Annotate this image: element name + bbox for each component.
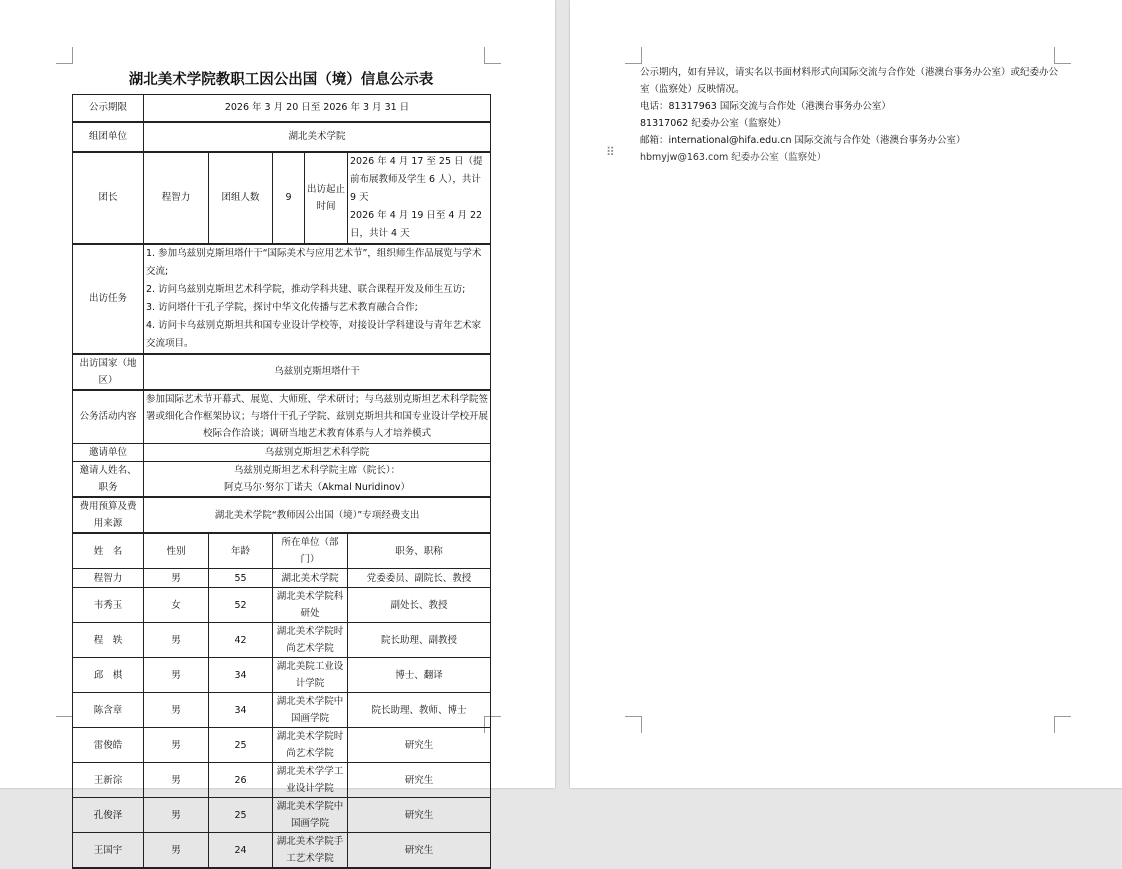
member-name[interactable]: 邱 棋 [73, 658, 144, 693]
member-unit[interactable]: 湖北美术学院中国画学院 [273, 693, 348, 728]
date-value[interactable] [348, 152, 491, 244]
member-row [73, 658, 491, 693]
crop-mark [1054, 47, 1071, 64]
task-item: 4. 访问卡乌兹别克斯坦共和国专业设计学校等，对接设计学科建设与青年艺术家交流项目。 [146, 319, 482, 349]
member-name[interactable]: 韦秀玉 [73, 588, 144, 623]
budget-label: 费用预算及费用来源 [73, 497, 144, 533]
member-title[interactable]: 研究生 [348, 763, 491, 798]
member-unit[interactable]: 湖北美术学院 [273, 569, 348, 588]
drag-handle-icon[interactable]: ⠿ [606, 145, 614, 159]
task-item: 2. 访问乌兹别克斯坦艺术科学院，推动学科共建、联合课程开发及师生互访; [146, 283, 466, 295]
crop-mark [56, 716, 73, 733]
member-name[interactable]: 王新淙 [73, 763, 144, 798]
member-title[interactable]: 研究生 [348, 798, 491, 833]
member-unit[interactable]: 湖北美术学院时尚艺术学院 [273, 623, 348, 658]
member-gender[interactable]: 男 [144, 763, 209, 798]
member-age[interactable]: 55 [209, 569, 273, 588]
task-item: 1. 参加乌兹别克斯坦塔什干“国际美术与应用艺术节”，组织师生作品展览与学术交流; [146, 247, 482, 277]
crop-mark [1054, 716, 1071, 733]
inviter-person-line: 阿克马尔·努尔丁诺夫（Akmal Nuridinov） [223, 482, 411, 493]
member-age[interactable]: 25 [209, 798, 273, 833]
member-title[interactable]: 博士、翻译 [348, 658, 491, 693]
crop-mark [625, 716, 642, 733]
task-item: 3. 访问塔什干孔子学院，探讨中华文化传播与艺术教育融合合作; [146, 301, 418, 313]
period-value[interactable]: 2026 年 3 月 20 日至 2026 年 3 月 31 日 [144, 95, 491, 122]
crop-mark [56, 47, 73, 64]
inviter-person-line: 乌兹别克斯坦艺术科学院主席（院长）： [233, 465, 401, 476]
member-name[interactable]: 孔俊泽 [73, 798, 144, 833]
member-gender[interactable]: 男 [144, 833, 209, 869]
member-row [73, 623, 491, 658]
group-size-value[interactable]: 9 [273, 152, 305, 244]
member-row [73, 693, 491, 728]
member-gender[interactable]: 男 [144, 569, 209, 588]
leader-label: 团长 [73, 152, 144, 244]
member-header: 年龄 [209, 533, 273, 569]
member-title[interactable]: 党委委员、副院长、教授 [348, 569, 491, 588]
leader-value[interactable]: 程智力 [144, 152, 209, 244]
period-label: 公示期限 [73, 95, 144, 122]
member-age[interactable]: 24 [209, 833, 273, 869]
member-gender[interactable]: 女 [144, 588, 209, 623]
member-header-row [73, 533, 491, 569]
activities-label: 公务活动内容 [73, 390, 144, 444]
crop-mark [625, 47, 642, 64]
budget-value[interactable]: 湖北美术学院“教师因公出国（境）”专项经费支出 [144, 497, 491, 533]
member-name[interactable]: 陈含章 [73, 693, 144, 728]
member-name[interactable]: 程智力 [73, 569, 144, 588]
member-row [73, 833, 491, 869]
member-gender[interactable]: 男 [144, 658, 209, 693]
member-header: 性别 [144, 533, 209, 569]
member-age[interactable]: 42 [209, 623, 273, 658]
date-line: 2026 年 4 月 19 日至 4 月 22 日，共计 4 天 [350, 209, 483, 239]
notice-email-1[interactable]: 邮箱：international@hifa.edu.cn 国际交流与合作处（港澳台事务办公室） [640, 135, 966, 146]
country-label: 出访国家（地区） [73, 354, 144, 390]
member-row [73, 763, 491, 798]
member-gender[interactable]: 男 [144, 728, 209, 763]
member-gender[interactable]: 男 [144, 693, 209, 728]
date-line: 2026 年 4 月 17 至 25 日（提前布展教师及学生 6 人），共计 9 天 [350, 155, 483, 203]
tasks-label: 出访任务 [73, 244, 144, 354]
tasks-value[interactable] [144, 244, 491, 354]
member-name[interactable]: 王国宇 [73, 833, 144, 869]
member-unit[interactable]: 湖北美术学院中国画学院 [273, 798, 348, 833]
member-unit[interactable]: 湖北美术学院科研处 [273, 588, 348, 623]
group-size-label: 团组人数 [209, 152, 273, 244]
group-unit-label: 组团单位 [73, 122, 144, 152]
notice-intro[interactable]: 公示期内，如有异议，请实名以书面材料形式向国际交流与合作处（港澳台事务办公室）或纪委办公室（监察处）反映情况。 [640, 67, 1059, 95]
member-gender[interactable]: 男 [144, 798, 209, 833]
inviter-value[interactable]: 乌兹别克斯坦艺术科学院 [144, 444, 491, 462]
inviter-label: 邀请单位 [73, 444, 144, 462]
inviter-person-label: 邀请人姓名、职务 [73, 462, 144, 498]
document-title[interactable]: 湖北美术学院教职工因公出国（境）信息公示表 [128, 71, 434, 88]
member-title[interactable]: 副处长、教授 [348, 588, 491, 623]
date-label: 出访起止时间 [305, 152, 348, 244]
crop-mark [484, 47, 501, 64]
member-unit[interactable]: 湖北美术学院时尚艺术学院 [273, 728, 348, 763]
member-row [73, 728, 491, 763]
member-name[interactable]: 程 轶 [73, 623, 144, 658]
member-row [73, 798, 491, 833]
notice-phone-1[interactable]: 电话：81317963 国际交流与合作处（港澳台事务办公室） [640, 101, 891, 112]
member-unit[interactable]: 湖北美术学学工业设计学院 [273, 763, 348, 798]
inviter-person-value[interactable] [144, 462, 491, 498]
notice-phone-2[interactable]: 81317062 纪委办公室（监察处） [640, 118, 787, 129]
notice-block [640, 64, 1060, 166]
member-header: 所在单位（部门） [273, 533, 348, 569]
member-age[interactable]: 52 [209, 588, 273, 623]
member-header: 姓 名 [73, 533, 144, 569]
member-age[interactable]: 34 [209, 693, 273, 728]
member-title[interactable]: 研究生 [348, 728, 491, 763]
member-title[interactable]: 院长助理、副教授 [348, 623, 491, 658]
member-row [73, 569, 491, 588]
member-age[interactable]: 25 [209, 728, 273, 763]
member-age[interactable]: 26 [209, 763, 273, 798]
group-unit-value[interactable]: 湖北美术学院 [144, 122, 491, 152]
member-name[interactable]: 雷俊皓 [73, 728, 144, 763]
member-age[interactable]: 34 [209, 658, 273, 693]
member-row [73, 588, 491, 623]
member-header: 职务、职称 [348, 533, 491, 569]
notice-email-2[interactable]: hbmyjw@163.com 纪委办公室（监察处） [640, 152, 827, 163]
country-value[interactable]: 乌兹别克斯坦塔什干 [144, 354, 491, 390]
member-gender[interactable]: 男 [144, 623, 209, 658]
member-title[interactable]: 院长助理、教师、博士 [348, 693, 491, 728]
activities-value[interactable]: 参加国际艺术节开幕式、展览、大师班、学术研讨；与乌兹别克斯坦艺术科学院签署或细化合作框架协议；与塔什干孔子学院、兹别克斯坦共和国专业设计学校开展校际合作洽谈；调研当地艺术教育体系与人才培养模式 [144, 390, 491, 444]
member-unit[interactable]: 湖北美术学院手工艺术学院 [273, 833, 348, 869]
member-title[interactable]: 研究生 [348, 833, 491, 869]
info-table [72, 94, 491, 869]
member-unit[interactable]: 湖北美院工业设计学院 [273, 658, 348, 693]
